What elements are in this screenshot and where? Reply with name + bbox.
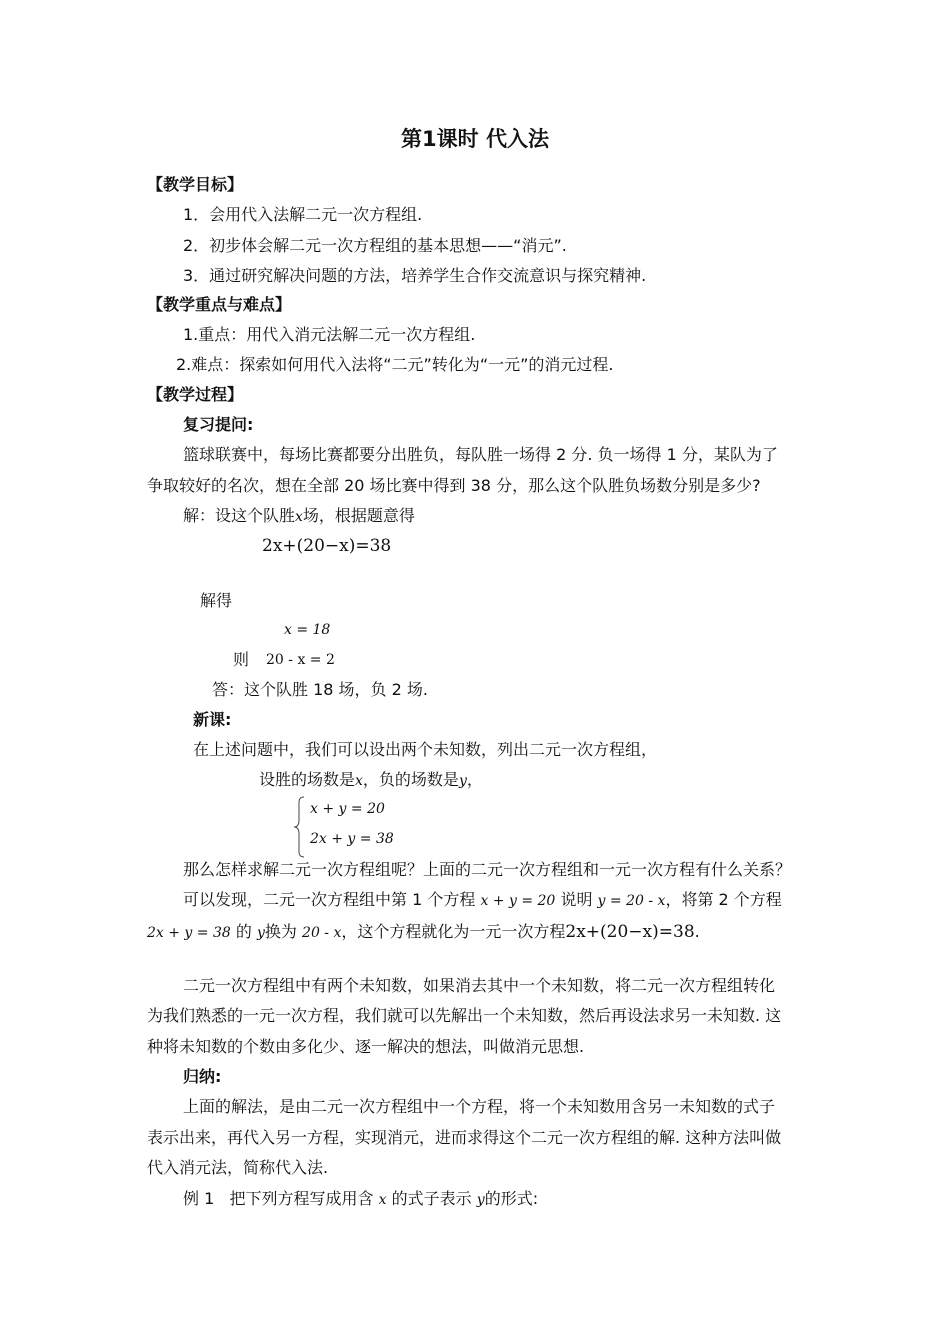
discover-text: ，将第 2 个方程	[665, 890, 782, 909]
system-eq-1: x + y = 20	[310, 801, 385, 817]
solve-var: x	[295, 509, 303, 525]
discover-end: .	[694, 922, 700, 941]
discover-text: 说明	[560, 890, 593, 909]
key-heading: 【教学重点与难点】	[147, 295, 292, 314]
paragraph-line: 种将未知数的个数由多化少、逐一解决的想法，叫做消元思想.	[147, 1037, 585, 1056]
paragraph-line: 二元一次方程组中有两个未知数，如果消去其中一个未知数，将二元一次方程组转化	[183, 976, 776, 995]
example-text: 的式子表示	[391, 1189, 472, 1208]
solve-suffix: 场，根据题意得	[302, 506, 415, 525]
discover-text: 的	[235, 922, 252, 941]
new-lesson-heading: 新课:	[193, 710, 232, 729]
goal-item: 3．通过研究解决问题的方法，培养学生合作交流意识与探究精神.	[183, 266, 647, 285]
review-equation: 2x+(20−x)=38	[262, 536, 392, 556]
solve-line	[183, 505, 415, 528]
solution-x: x = 18	[284, 622, 331, 638]
review-heading: 复习提问:	[183, 415, 254, 434]
summary-line: 表示出来，再代入另一方程，实现消元，进而求得这个二元一次方程组的解. 这种方法叫做	[147, 1128, 782, 1147]
example-line	[183, 1188, 538, 1211]
example-text: 的形式:	[484, 1189, 539, 1208]
summary-line: 代入消元法，简称代入法.	[147, 1158, 329, 1177]
key-point: 2.难点：探索如何用代入法将“二元”转化为“一元”的消元过程.	[176, 355, 614, 374]
problem-line: 篮球联赛中，每场比赛都要分出胜负，每队胜一场得 2 分. 负一场得 1 分，某队为了	[183, 445, 778, 464]
example-var-y: y	[476, 1192, 485, 1208]
let-prefix: 设胜的场数是	[259, 770, 356, 789]
answer-line: 答：这个队胜 18 场，负 2 场.	[212, 680, 428, 699]
solve-prefix: 解：设这个队胜	[183, 506, 296, 525]
goal-item: 1．会用代入法解二元一次方程组.	[183, 205, 423, 224]
discover-eq: y = 20 - x	[597, 893, 666, 909]
system-eq-2: 2x + y = 38	[310, 831, 394, 847]
solved-label: 解得	[200, 591, 233, 610]
goal-item: 2．初步体会解二元一次方程组的基本思想——“消元”.	[183, 236, 567, 255]
goals-heading: 【教学目标】	[147, 175, 244, 194]
example-text: 把下列方程写成用含	[229, 1189, 374, 1208]
page-title: 第1课时 代入法	[401, 127, 549, 151]
problem-line: 争取较好的名次，想在全部 20 场比赛中得到 38 分，那么这个队胜负场数分别是多少?	[147, 476, 761, 495]
let-line	[259, 769, 483, 792]
example-var-x: x	[378, 1192, 387, 1208]
discover-eq: 20 - x	[302, 925, 342, 941]
paragraph-line: 为我们熟悉的一元一次方程，我们就可以先解出一个未知数，然后再设法求另一未知数. 这	[147, 1006, 782, 1025]
discover-text: 换为	[264, 922, 297, 941]
discover-line-1	[183, 889, 782, 912]
system-brace	[292, 796, 306, 858]
then-label: 则	[233, 650, 250, 669]
question-line: 那么怎样求解二元一次方程组呢？上面的二元一次方程组和一元一次方程有什么关系？	[183, 860, 792, 879]
let-mid: ，负的场数是	[362, 770, 459, 789]
discover-y: y	[257, 925, 265, 941]
summary-heading: 归纳:	[183, 1067, 222, 1086]
summary-line: 上面的解法，是由二元一次方程组中一个方程，将一个未知数用含另一未知数的式子	[183, 1097, 776, 1116]
discover-equation: 2x+(20−x)=38	[565, 922, 695, 942]
discover-eq: x + y = 20	[480, 893, 556, 909]
key-point: 1.重点：用代入消元法解二元一次方程组.	[183, 325, 476, 344]
discover-eq: 2x + y = 38	[147, 925, 231, 941]
discover-text: 可以发现，二元一次方程组中第 1 个方程	[183, 890, 476, 909]
discover-line-2	[147, 921, 700, 944]
let-suffix: ，	[466, 770, 483, 789]
let-x: x	[355, 773, 363, 789]
discover-text: ，这个方程就化为一元一次方程	[341, 922, 566, 941]
process-heading: 【教学过程】	[147, 385, 244, 404]
then-expr: 20 - x = 2	[266, 652, 335, 668]
let-y: y	[458, 773, 467, 789]
new-lesson-intro: 在上述问题中，我们可以设出两个未知数，列出二元一次方程组，	[193, 740, 658, 759]
example-label: 例 1	[183, 1189, 215, 1208]
